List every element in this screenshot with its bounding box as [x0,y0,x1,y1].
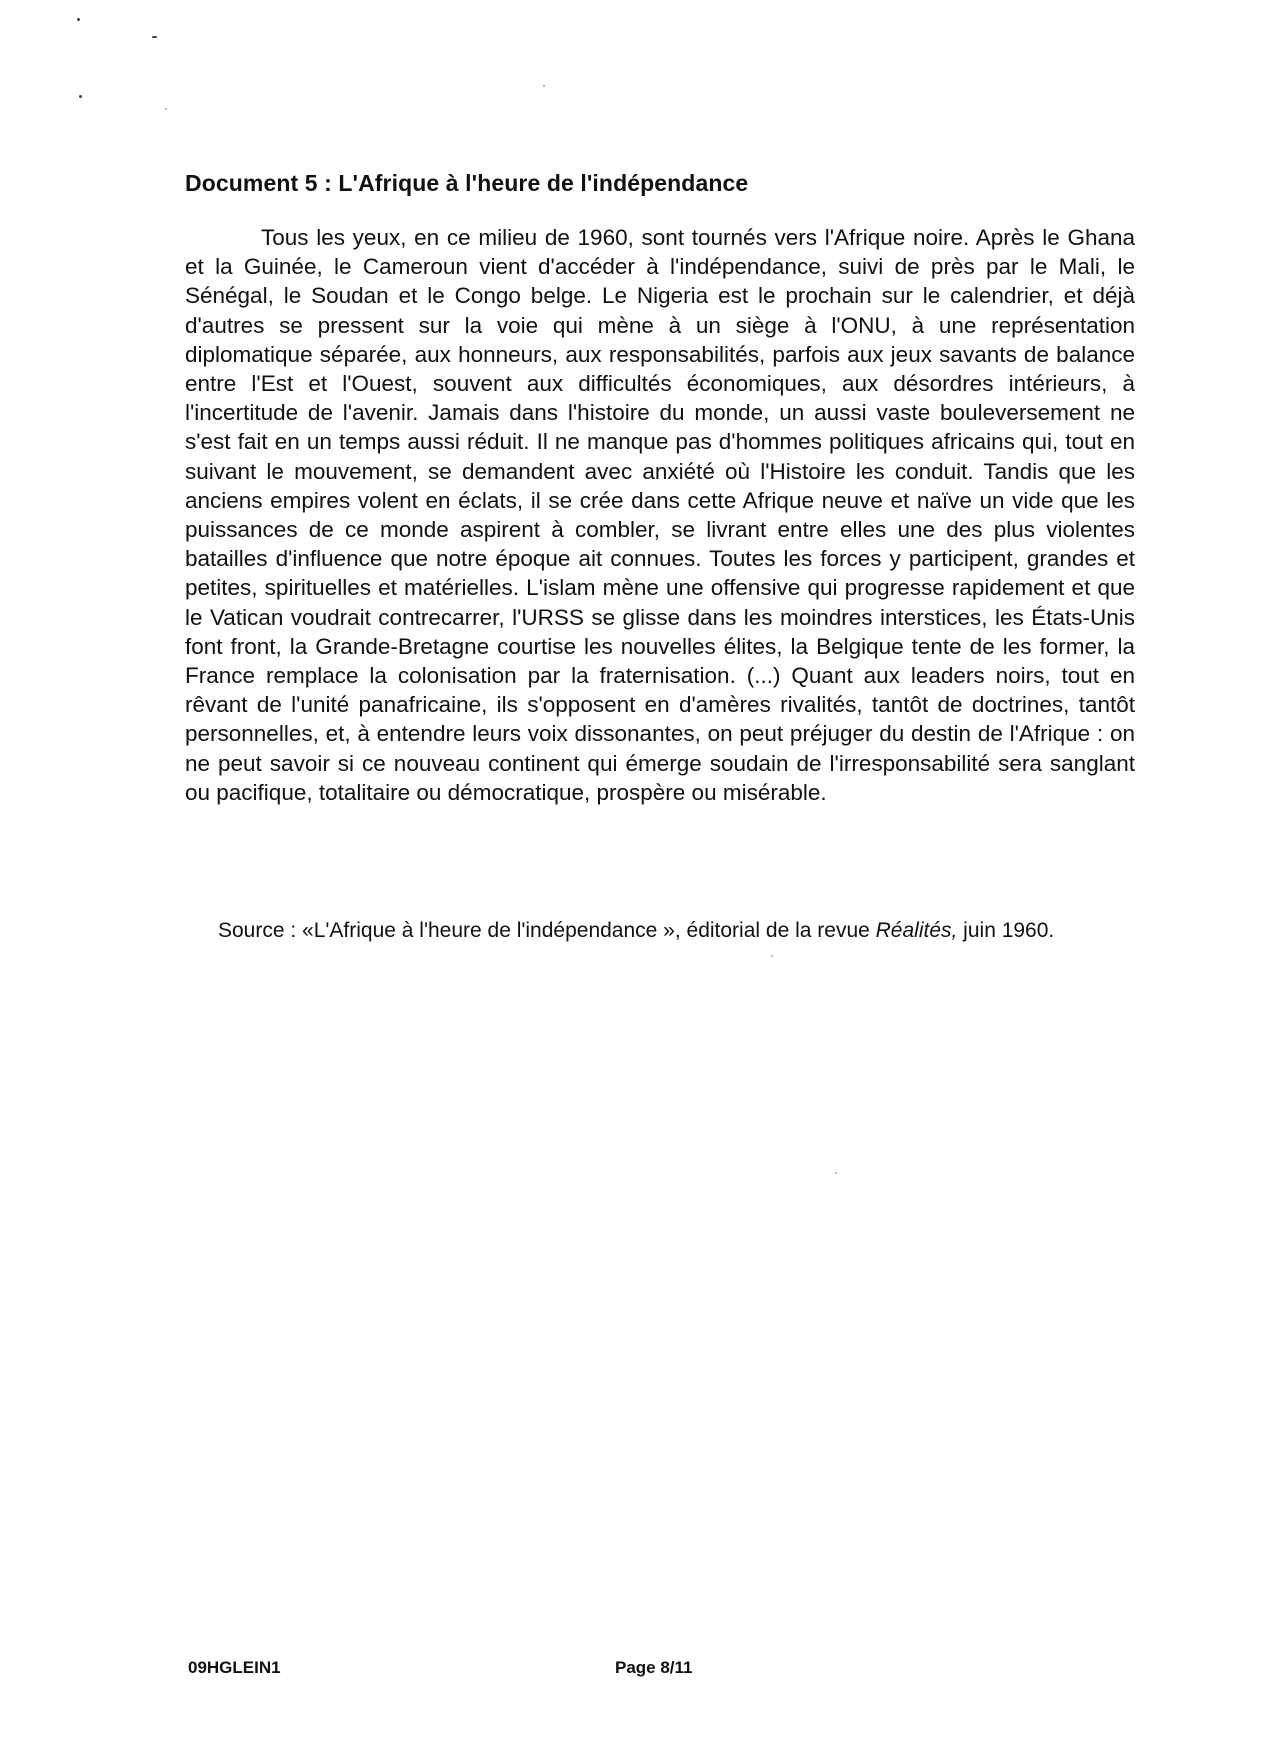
source-prefix: Source : «L'Afrique à l'heure de l'indépendance », éditorial de la revue [218,919,876,942]
scan-speck [77,18,80,21]
source-publication: Réalités, [875,919,958,942]
source-citation [218,919,1158,943]
footer-exam-code: 09HGLEIN1 [188,1658,281,1677]
scan-speck [835,1172,837,1174]
scan-speck [165,108,167,110]
document-title: Document 5 : L'Afrique à l'heure de l'indépendance [185,170,749,196]
scan-speck [771,955,773,957]
source-suffix: juin 1960. [957,919,1055,942]
footer-page-number: Page 8/11 [615,1658,693,1677]
scan-speck [79,95,82,98]
scan-speck [152,36,157,38]
body-paragraph: Tous les yeux, en ce milieu de 1960, sont tournés vers l'Afrique noire. Après le Ghana et la Guinée, le Cameroun vient d'accéder à l'indépendance, suivi de près par le Mali, le Sénégal, le Soudan et le Congo belge. Le Nigeria est le prochain sur le calendrier, et déjà d'autres se pressent sur la voie qui mène à un siège à l'ONU, à une représentation diplomatique séparée, aux honneurs, aux responsabilités, parfois aux jeux savants de balance entre l'Est et l'Ouest, souvent aux difficultés économiques, aux désordres intérieurs, à l'incertitude de l'avenir. Jamais dans l'histoire du monde, un aussi vaste bouleversement ne s'est fait en un temps aussi réduit. Il ne manque pas d'hommes politiques africains qui, tout en suivant le mouvement, se demandent avec anxiété où l'Histoire les conduit. Tandis que les anciens empires volent en éclats, il se crée dans cette Afrique neuve et naïve un vide que les puissances de ce monde aspirent à combler, se livrant entre elles une des plus violentes batailles d'influence que notre époque ait connues. Toutes les forces y participent, grandes et petites, spirituelles et matérielles. L'islam mène une offensive qui progresse rapidement et que le Vatican voudrait contrecarrer, l'URSS se glisse dans les moindres interstices, les États-Unis font front, la Grande-Bretagne courtise les nouvelles élites, la Belgique tente de les former, la France remplace la colonisation par la fraternisation. (...) Quant aux leaders noirs, tout en rêvant de l'unité panafricaine, ils s'opposent en d'amères rivalités, tantôt de doctrines, tantôt personnelles, et, à entendre leurs voix dissonantes, on peut préjuger du destin de l'Afrique : on ne peut savoir si ce nouveau continent qui émerge soudain de l'irresponsabilité sera sanglant ou pacifique, totalitaire ou démocratique, prospère ou misérable. [185,225,1135,805]
scan-speck [543,85,545,87]
